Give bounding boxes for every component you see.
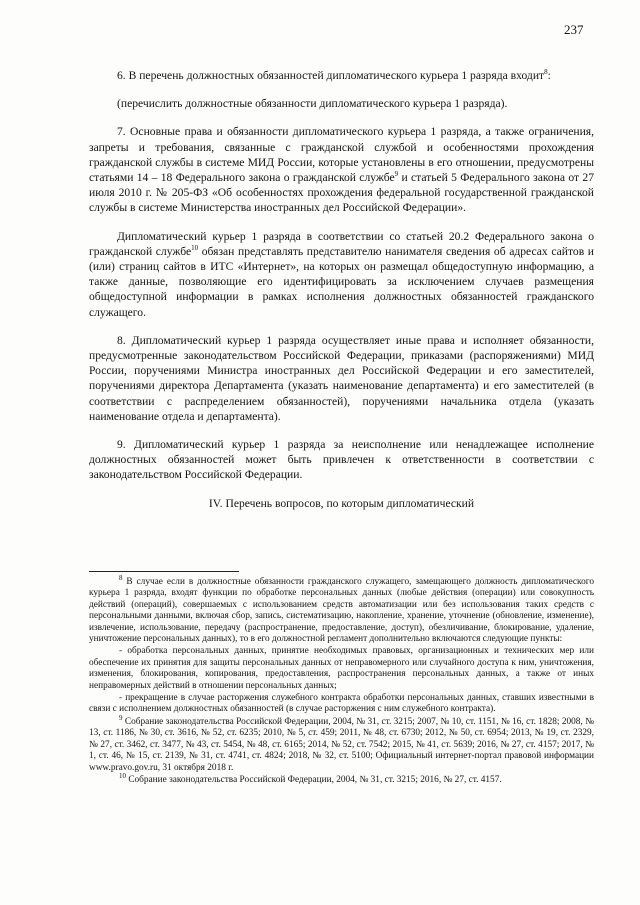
- footnote-ref-8[interactable]: 8: [544, 68, 548, 77]
- section-heading: IV. Перечень вопросов, по которым дипломатический: [208, 496, 475, 510]
- footnote-ref-10[interactable]: 10: [191, 243, 199, 252]
- paragraph-9: 9. Дипломатический курьер 1 разряда за неисполнение или ненадлежащее исполнение должностных обязанностей может быть привлечен к ответственности в соответствии с законодательством Российской Федерации.: [89, 438, 594, 482]
- footnote-ref-9[interactable]: 9: [394, 170, 399, 179]
- paragraph-6-list: (перечислить должностные обязанности дипломатического курьера 1 разряда).: [117, 97, 508, 111]
- paragraph-disclosure: Дипломатический курьер 1 разряда в соответствии со статьей 20.2 Федерального закона о гражданской службе$^{10}$ обязан представлять представителю нанимателя сведения об адресах сайтов и (или) страниц сайтов в ИТС «Интернет», на которых он размещал общедоступную информацию, а также данные, позволяющие его идентифицировать за исключением случаев размещения общедоступной информации в рамках исполнения должностных обязанностей гражданского служащего.: [89, 229, 594, 319]
- footnote-9: $^9$ Собрание законодательства Российской Федерации, 2004, № 31, ст. 3215; 2007, № 10, ст. 1151, № 16, ст. 1828; 2008, № 13, ст. 1186, № 30, ст. 3616, № 52, ст. 6235; 2010, № 5, ст. 459; 2011, № 48, ст. 6730; 2012, № 50, ст. 6954; 2013, № 19, ст. 2329, № 27, ст. 3462, ст. 3477, № 43, ст. 5454, № 48, ст. 6165; 2014, № 52, ст. 7542; 2015, № 41, ст. 5639; 2016, № 27, ст. 4157; 2017, № 1, ст. 46, № 15, ст. 2139, № 31, ст. 4741, ст. 4824; 2018, № 32, ст. 5100; Официальный интернет-портал правовой информации www.pravo.gov.ru, 31 октября 2018 г.: [89, 713, 594, 773]
- page-number: 237: [564, 22, 584, 37]
- document-body: [89, 68, 594, 524]
- footnotes: [89, 573, 594, 787]
- footnote-8-item-1: - обработка персональных данных, принятие необходимых правовых, организационных и технических мер или обеспечение их принятия для защиты персональных данных от неправомерного или случайного доступа к ним, уничтожения, изменения, блокирования, копирования, предоставления, распространения персональных данных, а также от иных неправомерных действий в отношении персональных данных;: [89, 646, 594, 691]
- footnote-8: $^8$ В случае если в должностные обязанности гражданского служащего, замещающего должность дипломатического курьера 1 разряда, входят функции по обработке персональных данных (любые действия (операции) или совокупность действий (операций), совершаемых с использованием средств автоматизации или без использования таких средств с персональными данными, включая сбор, запись, систематизацию, накопление, хранение, уточнение (обновление, изменение), извлечение, использование, передачу (распространение, предоставление, доступ), обезличивание, блокирование, удаление, уничтожение персональных данных), то в его должностной регламент дополнительно включаются следующие пункты:: [89, 573, 594, 645]
- footnote-8-item-2: - прекращение в случае расторжения служебного контракта обработки персональных данных, ставших известными в связи с исполнением должностных обязанностей (в случае расторжения с ним служебного контракта).: [89, 693, 594, 715]
- footnote-separator: [89, 571, 239, 572]
- footnote-10: $^{10}$ Собрание законодательства Российской Федерации, 2004, № 31, ст. 3215; 2016, № 27, ст. 4157.: [119, 771, 502, 785]
- paragraph-6: 6. В перечень должностных обязанностей дипломатического курьера 1 разряда входит$^8$:: [117, 68, 551, 82]
- paragraph-8: 8. Дипломатический курьер 1 разряда осуществляет иные права и исполняет обязанности, предусмотренные законодательством Российской Федерации, приказами (распоряжениями) МИД России, поручениями Министра иностранных дел Российской Федерации и его заместителей, поручениями директора Департамента (указать наименование департамента) и его заместителей (в соответствии с распределением обязанностей), поручениями начальника отдела (указать наименование отдела и департамента).: [89, 333, 594, 423]
- paragraph-7: 7. Основные права и обязанности дипломатического курьера 1 разряда, а также ограничения, запреты и требования, связанные с гражданской службой и особенностями прохождения гражданской службы в системе МИД России, которые установлены в его отношении, предусмотрены статьями 14 – 18 Федерального закона о гражданской службе$^9$ и статьей 5 Федерального закона от 27 июля 2010 г. № 205-ФЗ «Об особенностях прохождения федеральной государственной гражданской службы в системе Министерства иностранных дел Российской Федерации».: [89, 125, 594, 215]
